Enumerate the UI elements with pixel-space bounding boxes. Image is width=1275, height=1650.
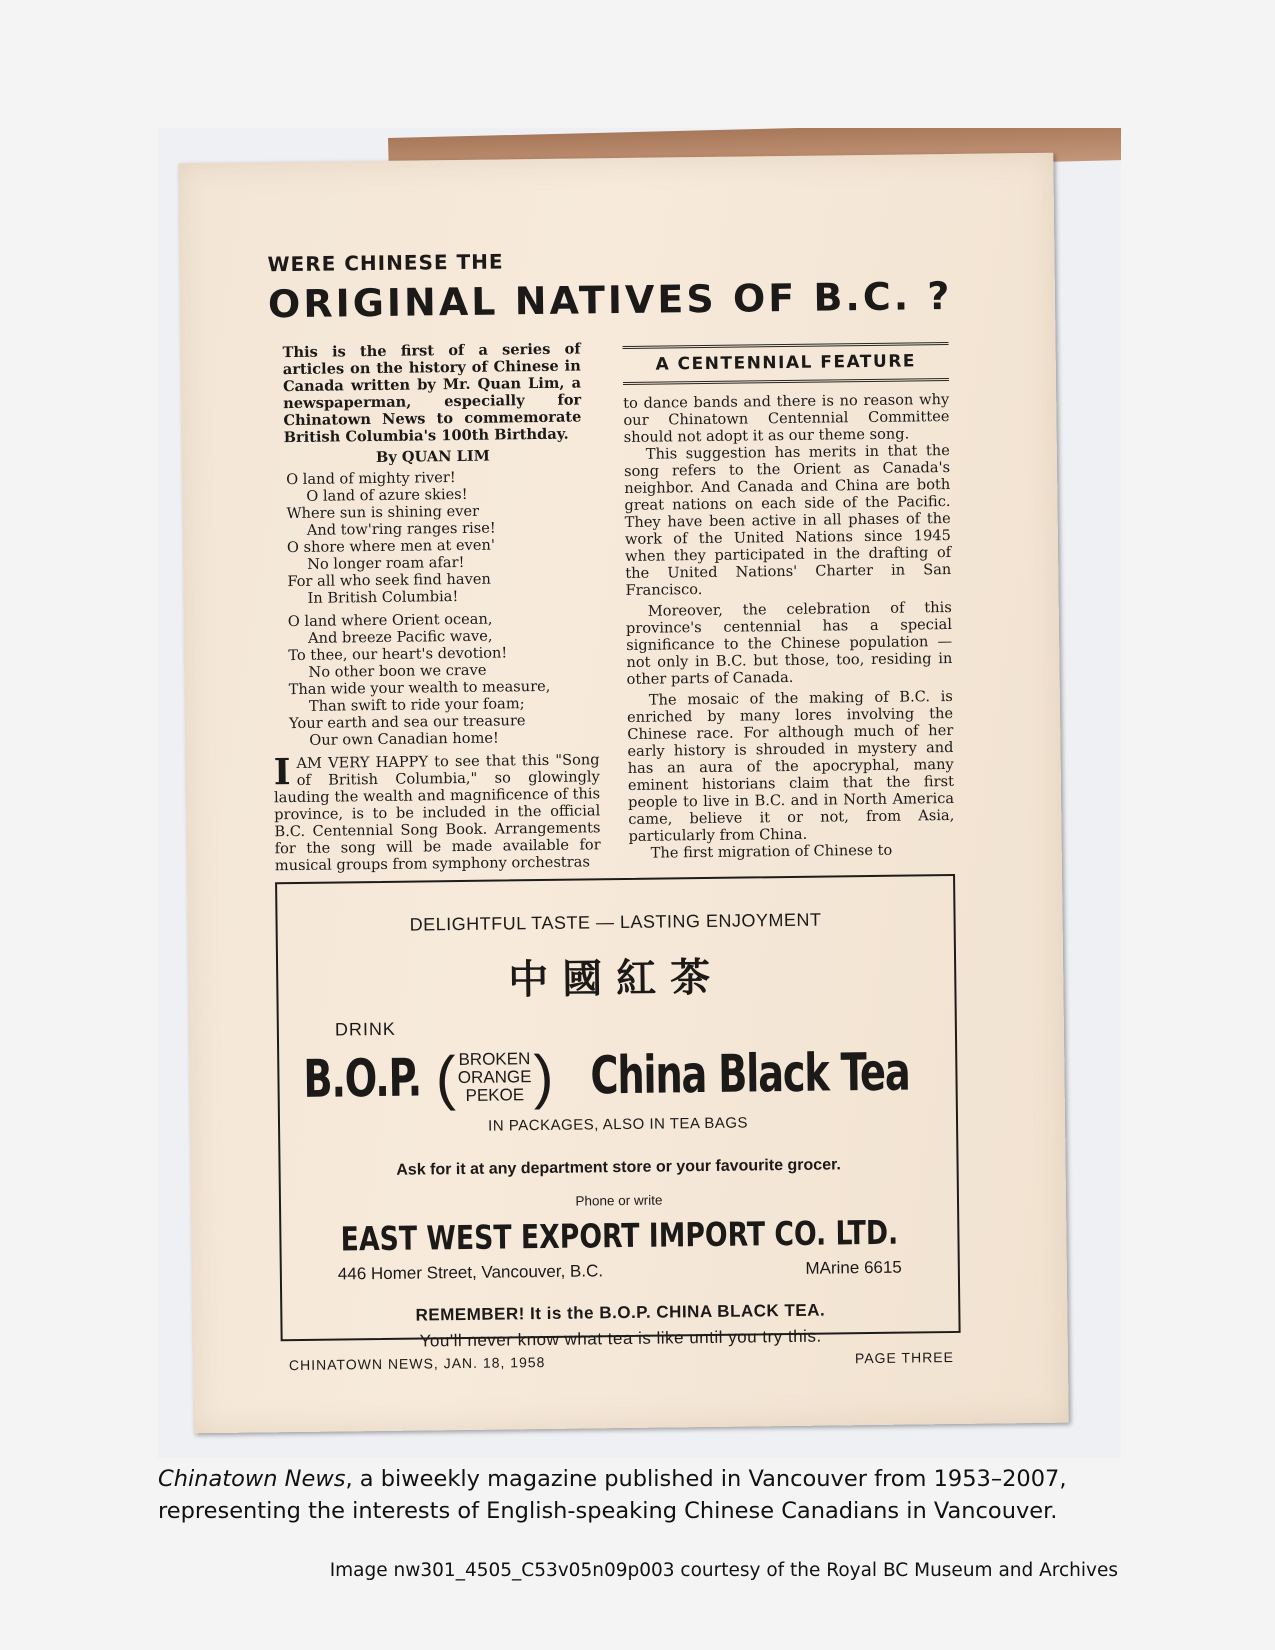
poem-line: For all who seek find haven (287, 570, 491, 591)
ad-never-know: You'll never know what tea is like until you try this. (419, 1326, 822, 1351)
ad-product-line (279, 1037, 956, 1114)
ad-drink-label: DRINK (334, 1018, 397, 1040)
ad-pekoe: PEKOE (465, 1084, 525, 1105)
poem-line: And breeze Pacific wave, (307, 627, 493, 647)
feature-label: A CENTENNIAL FEATURE (655, 351, 917, 375)
article-column-right (622, 328, 955, 870)
poem-stanza-1 (286, 467, 598, 607)
ad-phone-number: MArine 6615 (805, 1257, 902, 1278)
drop-cap: I (273, 751, 291, 794)
article-paragraph: Moreover, the celebration of this province's centennial has a special significance to the Chinese population — not only in B.C. but those, too, residing in other parts of Canada. (625, 598, 953, 688)
poem-line: Than swift to ride your foam; (308, 695, 525, 715)
caption-title: Chinatown News (158, 1466, 346, 1492)
poem-line: O land of azure skies! (306, 485, 468, 505)
poem-line: And tow'ring ranges rise! (306, 519, 496, 539)
article-body-text: AM VERY HAPPY to see that this "Song of British Columbia," so glowingly lauding the wealth and magnificence of this province, is to be included in the official B.C. Centennial Song Book. Arrangements for the song will be made available for musical groups from symphony orchestras (273, 751, 601, 875)
ad-orange: ORANGE (457, 1066, 532, 1087)
ad-paren-open: ( (435, 1044, 457, 1112)
centennial-feature-banner (623, 342, 949, 385)
ad-contact-row (282, 1257, 958, 1285)
ad-paren-close: ) (533, 1042, 554, 1111)
poem-line: O land of mighty river! (286, 469, 456, 489)
ad-remember: REMEMBER! It is the B.O.P. CHINA BLACK TEA. (415, 1300, 826, 1325)
article-headline: ORIGINAL NATIVES OF B.C. ? (267, 273, 953, 327)
ad-broken: BROKEN (458, 1048, 531, 1069)
article-kicker: WERE CHINESE THE (267, 249, 504, 277)
article-column-left (268, 332, 601, 874)
poem-line: O land where Orient ocean, (287, 610, 493, 631)
poem-line: Than wide your wealth to measure, (288, 677, 551, 699)
poem-line: O shore where men at even' (286, 536, 496, 557)
image-credit: Image nw301_4505_C53v05n09p003 courtesy of the Royal BC Museum and Archives (329, 1560, 1118, 1581)
article-byline: By QUAN LIM (375, 447, 490, 466)
poem-line: No longer roam afar! (307, 553, 465, 573)
ad-tagline: DELIGHTFUL TASTE — LASTING ENJOYMENT (409, 909, 822, 935)
poem-line: To thee, our heart's devotion! (288, 644, 508, 665)
poem-line: Where sun is shining ever (286, 502, 480, 523)
article-body-opening (274, 751, 601, 874)
ad-chinese-characters: 中國紅茶 (507, 953, 725, 1004)
caption-text: , a biweekly magazine published in Vancouver from 1953–2007, representing the interests of English-speaking Chinese Canadians in Vancouver. (158, 1466, 1067, 1524)
article-paragraph: The mosaic of the making of B.C. is enriched by many lores involving the Chinese race. For although much of her early history is shrouded in mystery and has an aura of the apocryphal, many eminent historians claim that the first people to live in B.C. and in North America came, believe it or not, from Asia, particularly from China. (626, 687, 955, 845)
ad-bop: B.O.P. (303, 1047, 422, 1110)
ad-company-name: EAST WEST EXPORT IMPORT CO. LTD. (340, 1212, 899, 1259)
article-paragraph: This suggestion has merits in that the song refers to the Orient as Canada's neighbor. And Canada and China are both great nations on each side of the Pacific. They have been active in all phases of the work of the United Nations since 1945 when they participated in the drafting of the United Nations' Charter in San Francisco. (623, 441, 952, 599)
ad-ask: Ask for it at any department store or your favourite grocer. (396, 1156, 841, 1179)
article-intro: This is the first of a series of articles on the history of Chinese in Canada written by Mr. Quan Lim, a newspaperman, especially for Chinatown News to commemorate British Columbia's 100th Birthday. (282, 340, 582, 447)
poem-stanza-2 (288, 609, 600, 749)
ad-bop-expansion (457, 1050, 531, 1105)
ad-product-name: China Black Tea (590, 1042, 910, 1106)
footer-page-number: PAGE THREE (854, 1349, 955, 1367)
tea-advertisement (275, 874, 961, 1351)
image-caption (158, 1463, 1118, 1527)
scanned-magazine-photo (158, 128, 1121, 1458)
ad-phone-or-write: Phone or write (575, 1192, 663, 1209)
page-footer (289, 1349, 954, 1373)
article-paragraph: to dance bands and there is no reason why our Chinatown Centennial Committee should not adopt it as our theme song. (623, 390, 950, 446)
poem-line: Our own Canadian home! (309, 729, 499, 749)
footer-issue: CHINATOWN NEWS, JAN. 18, 1958 (288, 1353, 546, 1374)
article-columns (268, 328, 955, 874)
ad-address: 446 Homer Street, Vancouver, B.C. (337, 1261, 604, 1284)
magazine-page (178, 153, 1068, 1434)
poem-line: In British Columbia! (307, 588, 459, 607)
page-content (267, 244, 955, 1374)
article-paragraph: The first migration of Chinese to (650, 841, 893, 862)
ad-packages: IN PACKAGES, ALSO IN TEA BAGS (488, 1114, 749, 1135)
poem-line: Your earth and sea our treasure (289, 712, 526, 733)
poem-line: No other boon we crave (308, 661, 487, 681)
